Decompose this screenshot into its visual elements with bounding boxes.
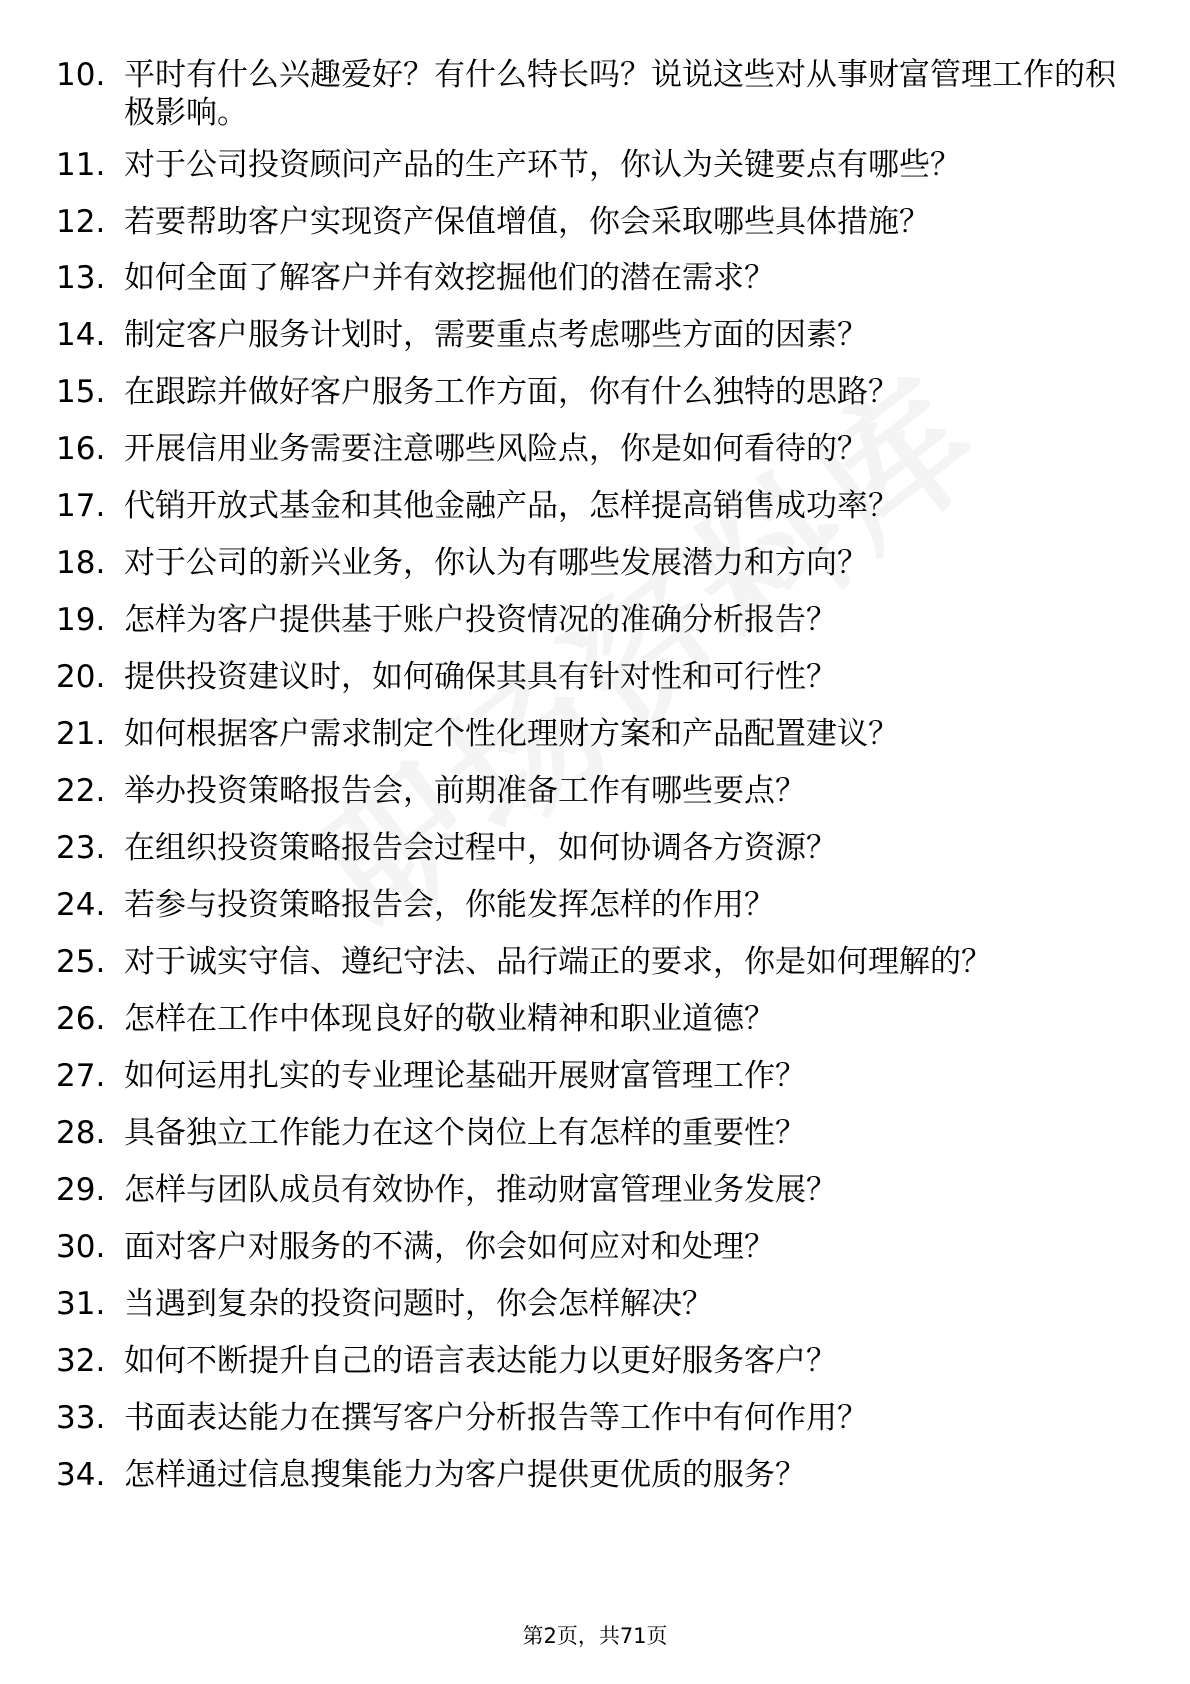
question-number: 13. bbox=[56, 260, 106, 296]
question-number: 30. bbox=[56, 1229, 106, 1265]
question-number: 27. bbox=[56, 1058, 106, 1094]
page-footer bbox=[0, 1620, 1190, 1650]
question-item bbox=[56, 1171, 1136, 1209]
question-text: 若参与投资策略报告会，你能发挥怎样的作用？ bbox=[124, 887, 775, 923]
question-item bbox=[56, 1285, 1136, 1323]
question-number: 32. bbox=[56, 1343, 106, 1379]
question-item bbox=[56, 316, 1136, 354]
question-item bbox=[56, 1057, 1136, 1095]
question-text: 怎样在工作中体现良好的敬业精神和职业道德？ bbox=[124, 1001, 775, 1037]
question-text: 如何全面了解客户并有效挖掘他们的潜在需求？ bbox=[124, 260, 775, 296]
question-number: 31. bbox=[56, 1286, 106, 1322]
question-item bbox=[56, 1000, 1136, 1038]
watermark-text bbox=[270, 320, 1018, 970]
question-text: 代销开放式基金和其他金融产品，怎样提高销售成功率？ bbox=[124, 488, 899, 524]
question-text: 对于公司投资顾问产品的生产环节，你认为关键要点有哪些？ bbox=[124, 147, 961, 183]
question-text: 在跟踪并做好客户服务工作方面，你有什么独特的思路？ bbox=[124, 374, 899, 410]
page-number: 第2页，共71页 bbox=[522, 1624, 668, 1648]
question-number: 28. bbox=[56, 1115, 106, 1151]
question-item bbox=[56, 1114, 1136, 1152]
question-number: 23. bbox=[56, 830, 106, 866]
question-number: 16. bbox=[56, 431, 106, 467]
question-number: 29. bbox=[56, 1172, 106, 1208]
question-text: 举办投资策略报告会，前期准备工作有哪些要点？ bbox=[124, 773, 806, 809]
question-item bbox=[56, 259, 1136, 297]
question-item bbox=[56, 487, 1136, 525]
question-item bbox=[56, 601, 1136, 639]
question-item bbox=[56, 1342, 1136, 1380]
question-number: 14. bbox=[56, 317, 106, 353]
question-item bbox=[56, 1456, 1136, 1494]
question-number: 18. bbox=[56, 545, 106, 581]
question-item bbox=[56, 146, 1136, 184]
question-item bbox=[56, 772, 1136, 810]
question-number: 33. bbox=[56, 1400, 106, 1436]
question-text: 怎样与团队成员有效协作，推动财富管理业务发展？ bbox=[124, 1172, 837, 1208]
question-text: 面对客户对服务的不满，你会如何应对和处理？ bbox=[124, 1229, 775, 1265]
question-number: 21. bbox=[56, 716, 106, 752]
question-number: 11. bbox=[56, 147, 106, 183]
question-item bbox=[56, 829, 1136, 867]
question-text: 怎样通过信息搜集能力为客户提供更优质的服务？ bbox=[124, 1457, 806, 1493]
question-number: 12. bbox=[56, 204, 106, 240]
question-text: 若要帮助客户实现资产保值增值，你会采取哪些具体措施？ bbox=[124, 204, 930, 240]
question-text: 提供投资建议时，如何确保其具有针对性和可行性？ bbox=[124, 659, 837, 695]
question-item bbox=[56, 203, 1136, 241]
question-number: 22. bbox=[56, 773, 106, 809]
question-text: 如何运用扎实的专业理论基础开展财富管理工作？ bbox=[124, 1058, 806, 1094]
question-item bbox=[56, 56, 1136, 132]
question-item bbox=[56, 544, 1136, 582]
question-text: 对于诚实守信、遵纪守法、品行端正的要求，你是如何理解的？ bbox=[124, 944, 992, 980]
question-text: 制定客户服务计划时，需要重点考虑哪些方面的因素？ bbox=[124, 317, 868, 353]
question-text: 具备独立工作能力在这个岗位上有怎样的重要性？ bbox=[124, 1115, 806, 1151]
question-number: 25. bbox=[56, 944, 106, 980]
question-number: 20. bbox=[56, 659, 106, 695]
question-text: 如何不断提升自己的语言表达能力以更好服务客户？ bbox=[124, 1343, 837, 1379]
question-text: 开展信用业务需要注意哪些风险点，你是如何看待的？ bbox=[124, 431, 868, 467]
question-item bbox=[56, 430, 1136, 468]
question-text: 如何根据客户需求制定个性化理财方案和产品配置建议？ bbox=[124, 716, 899, 752]
question-item bbox=[56, 373, 1136, 411]
question-text: 对于公司的新兴业务，你认为有哪些发展潜力和方向？ bbox=[124, 545, 868, 581]
question-text: 平时有什么兴趣爱好？有什么特长吗？说说这些对从事财富管理工作的积极影响。 bbox=[124, 57, 1116, 131]
question-item bbox=[56, 886, 1136, 924]
question-text: 在组织投资策略报告会过程中，如何协调各方资源？ bbox=[124, 830, 837, 866]
question-number: 26. bbox=[56, 1001, 106, 1037]
question-item bbox=[56, 658, 1136, 696]
question-item bbox=[56, 943, 1136, 981]
question-item bbox=[56, 1228, 1136, 1266]
question-number: 10. bbox=[56, 57, 106, 93]
question-number: 19. bbox=[56, 602, 106, 638]
question-number: 34. bbox=[56, 1457, 106, 1493]
question-text: 怎样为客户提供基于账户投资情况的准确分析报告？ bbox=[124, 602, 837, 638]
question-number: 24. bbox=[56, 887, 106, 923]
question-item bbox=[56, 1399, 1136, 1437]
question-number: 17. bbox=[56, 488, 106, 524]
question-text: 书面表达能力在撰写客户分析报告等工作中有何作用？ bbox=[124, 1400, 868, 1436]
question-number: 15. bbox=[56, 374, 106, 410]
question-text: 当遇到复杂的投资问题时，你会怎样解决？ bbox=[124, 1286, 713, 1322]
question-item bbox=[56, 715, 1136, 753]
